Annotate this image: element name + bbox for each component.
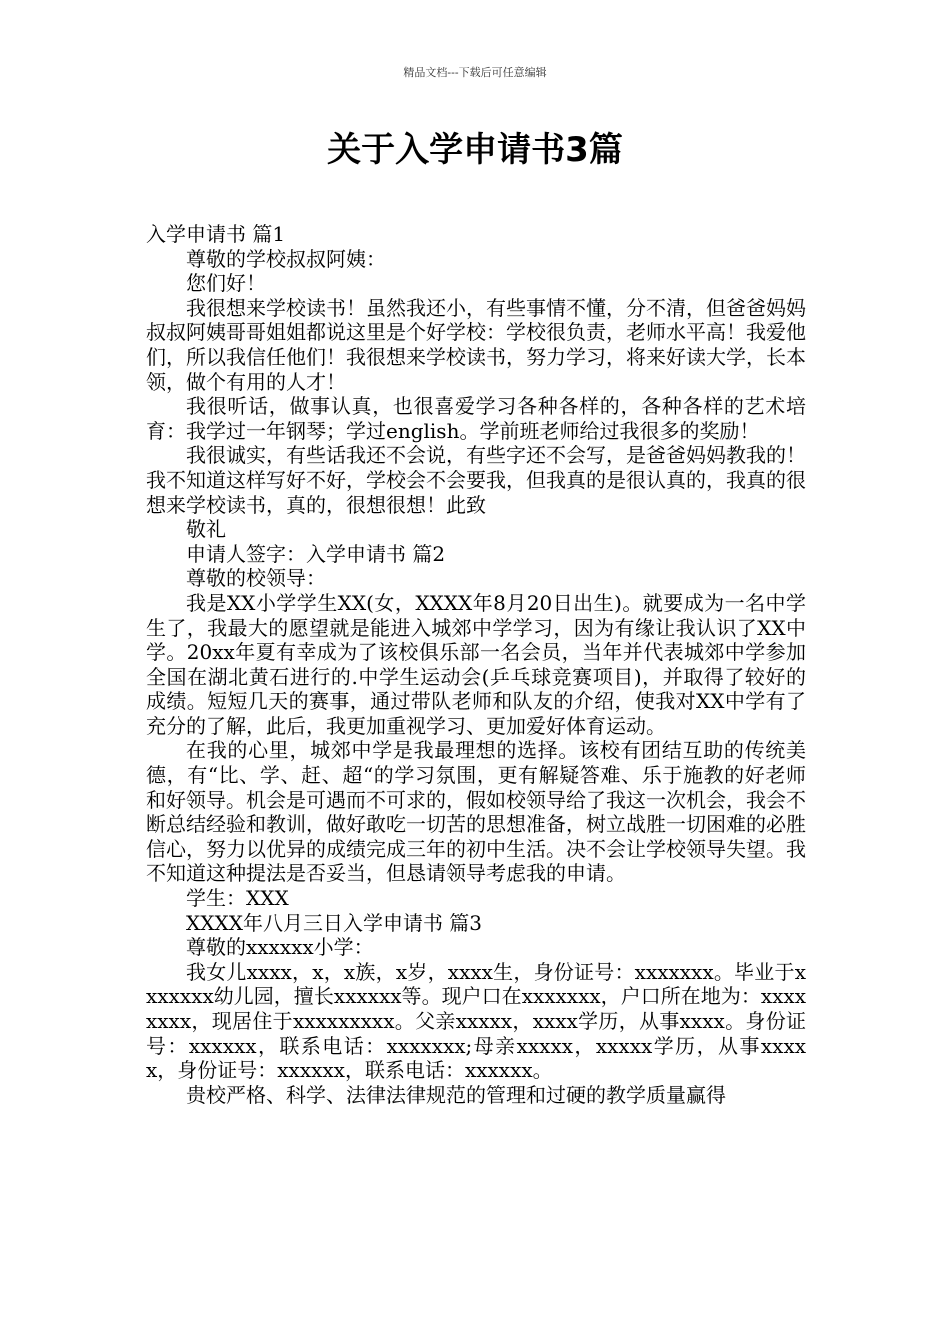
paragraph: 在我的心里，城郊中学是我最理想的选择。该校有团结互助的传统美德，有“比、学、赶、超“的学习氛围，更有解疑答难、乐于施教的好老师和好领导。机会是可遇而不可求的，假如校领导给了我这一次机会，我会不断总结经验和教训，做好敢吃一切苦的思想准备，树立战胜一切困难的必胜信心，努力以优异的成绩完成三年的初中生活。决不会让学校领导失望。我不知道这种提法是否妥当，但恳请领导考虑我的申请。 bbox=[146, 738, 806, 886]
paragraph: XXXX年八月三日入学申请书 篇3 bbox=[186, 910, 483, 935]
paragraph: 我很想来学校读书！虽然我还小，有些事情不懂，分不清，但爸爸妈妈叔叔阿姨哥哥姐姐都说这里是个好学校：学校很负责，老师水平高！我爱他们，所以我信任他们！我很想来学校读书，努力学习，将来好读大学，长本领，做个有用的人才！ bbox=[146, 295, 806, 394]
paragraph: 尊敬的校领导： bbox=[186, 566, 326, 591]
document-title: 关于入学申请书3篇 bbox=[327, 130, 623, 170]
paragraph: 我很诚实，有些话我还不会说，有些字还不会写，是爸爸妈妈教我的！我不知道这样写好不好，学校会不会要我，但我真的是很认真的，我真的很想来学校读书，真的，很想很想！此致 bbox=[146, 443, 806, 517]
header-note: 精品文档---下载后可任意编辑 bbox=[403, 66, 547, 79]
paragraph: 尊敬的xxxxxx小学： bbox=[186, 935, 374, 960]
paragraph: 我很听话，做事认真，也很喜爱学习各种各样的，各种各样的艺术培育：我学过一年钢琴；学过english。学前班老师给过我很多的奖励！ bbox=[146, 394, 806, 443]
paragraph: 我是XX小学学生XX(女，XXXX年8月20日出生)。就要成为一名中学生了，我最大的愿望就是能进入城郊中学学习，因为有缘让我认识了XX中学。20xx年夏有幸成为了该校俱乐部一名会员，当年并代表城郊中学参加全国在湖北黄石进行的.中学生运动会(乒乓球竞赛项目)，并取得了较好的成绩。短短几天的赛事，通过带队老师和队友的介绍，使我对XX中学有了充分的了解，此后，我更加重视学习、更加爱好体育运动。 bbox=[146, 590, 806, 738]
document-body bbox=[146, 222, 806, 1107]
paragraph: 申请人签字：入学申请书 篇2 bbox=[186, 541, 446, 566]
paragraph: 您们好！ bbox=[186, 271, 266, 296]
paragraph: 学生：XXX bbox=[186, 886, 289, 911]
paragraph: 贵校严格、科学、法律法律规范的管理和过硬的教学质量赢得 bbox=[186, 1082, 726, 1107]
paragraph: 入学申请书 篇1 bbox=[146, 222, 286, 246]
paragraph: 我女儿xxxx，x，x族，x岁，xxxx生，身份证号：xxxxxxx。毕业于xxxxxxx幼儿园，擅长xxxxxx等。现户口在xxxxxxx，户口所在地为：xxxxxxxx，现居住于xxxxxxxxx。父亲xxxxx，xxxx学历，从事xxxx。身份证号：xxxxxx，联系电话：xxxxxxx;母亲xxxxx，xxxxx学历，从事xxxxx，身份证号：xxxxxx，联系电话：xxxxxx。 bbox=[146, 959, 806, 1083]
paragraph: 尊敬的学校叔叔阿姨： bbox=[186, 246, 386, 271]
paragraph: 敬礼 bbox=[186, 517, 226, 542]
